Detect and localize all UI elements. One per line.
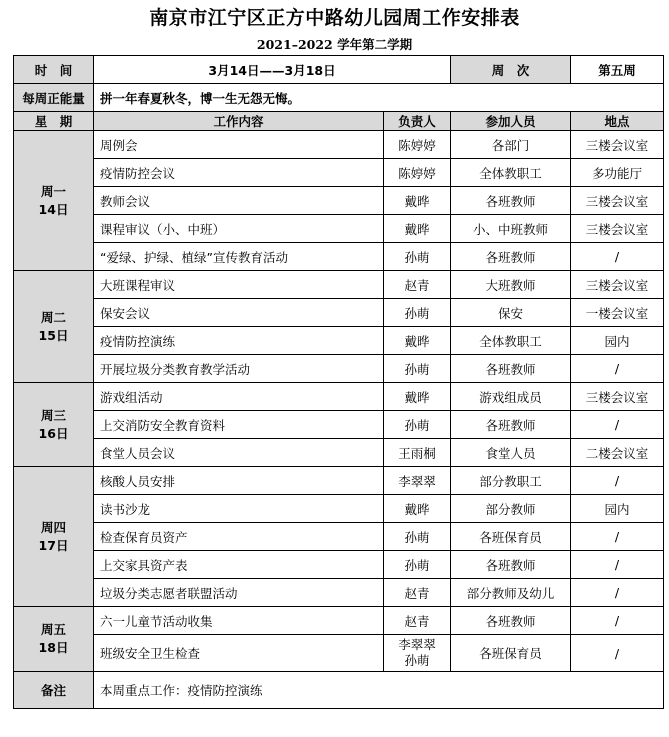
day-name: 周五 bbox=[40, 622, 66, 637]
schedule-row bbox=[14, 495, 664, 523]
place-cell: 三楼会议室 bbox=[571, 271, 664, 299]
participants-cell: 全体教职工 bbox=[451, 159, 571, 187]
place-cell: / bbox=[571, 607, 664, 635]
participants-cell: 各班教师 bbox=[451, 551, 571, 579]
place-cell: / bbox=[571, 523, 664, 551]
participants-cell: 大班教师 bbox=[451, 271, 571, 299]
participants-cell: 各班保育员 bbox=[451, 523, 571, 551]
page-title: 南京市江宁区正方中路幼儿园周工作安排表 bbox=[149, 7, 520, 29]
col-owner: 负责人 bbox=[384, 112, 451, 131]
place-cell: / bbox=[571, 411, 664, 439]
participants-cell: 各班教师 bbox=[451, 243, 571, 271]
work-content: 垃圾分类志愿者联盟活动 bbox=[94, 579, 384, 607]
schedule-row bbox=[14, 159, 664, 187]
day-cell bbox=[14, 607, 94, 672]
day-cell bbox=[14, 271, 94, 383]
col-participants: 参加人员 bbox=[451, 112, 571, 131]
owner-cell bbox=[384, 635, 451, 672]
note-label: 备注 bbox=[14, 672, 94, 709]
schedule-row bbox=[14, 271, 664, 299]
term-subtitle: 2021–2022 学年第二学期 bbox=[256, 37, 413, 52]
day-date: 18日 bbox=[38, 640, 69, 655]
owner-name: 孙萌 bbox=[404, 653, 430, 668]
owner-cell: 孙萌 bbox=[384, 411, 451, 439]
work-content: 班级安全卫生检查 bbox=[94, 635, 384, 672]
place-cell: 二楼会议室 bbox=[571, 439, 664, 467]
note-row bbox=[14, 672, 664, 709]
participants-cell: 各班教师 bbox=[451, 411, 571, 439]
schedule-row bbox=[14, 439, 664, 467]
owner-cell: 孙萌 bbox=[384, 355, 451, 383]
time-value: 3月14日——3月18日 bbox=[94, 56, 451, 84]
col-place: 地点 bbox=[571, 112, 664, 131]
day-cell bbox=[14, 131, 94, 271]
participants-cell: 各班教师 bbox=[451, 355, 571, 383]
work-content: 游戏组活动 bbox=[94, 383, 384, 411]
owner-cell: 赵青 bbox=[384, 607, 451, 635]
owner-cell: 陈婷婷 bbox=[384, 131, 451, 159]
schedule-body bbox=[14, 56, 664, 131]
participants-cell: 各班保育员 bbox=[451, 635, 571, 672]
work-content: 大班课程审议 bbox=[94, 271, 384, 299]
schedule-row bbox=[14, 635, 664, 672]
day-name: 周三 bbox=[40, 407, 66, 423]
day-date: 16日 bbox=[38, 425, 69, 441]
place-cell: 三楼会议室 bbox=[571, 215, 664, 243]
owner-cell: 孙萌 bbox=[384, 523, 451, 551]
note-body bbox=[14, 672, 664, 709]
participants-cell: 各班教师 bbox=[451, 607, 571, 635]
work-content: 核酸人员安排 bbox=[94, 467, 384, 495]
schedule-row bbox=[14, 355, 664, 383]
schedule-row bbox=[14, 523, 664, 551]
schedule-row bbox=[14, 187, 664, 215]
schedule-row bbox=[14, 327, 664, 355]
work-content: 课程审议（小、中班） bbox=[94, 215, 384, 243]
work-content: 检查保育员资产 bbox=[94, 523, 384, 551]
schedule-row bbox=[14, 299, 664, 327]
work-content: 开展垃圾分类教育教学活动 bbox=[94, 355, 384, 383]
day-date: 14日 bbox=[38, 201, 69, 217]
work-content: “爱绿、护绿、植绿”宣传教育活动 bbox=[94, 243, 384, 271]
day-cell bbox=[14, 467, 94, 607]
time-row bbox=[14, 56, 664, 84]
time-label: 时 间 bbox=[14, 56, 94, 84]
place-cell: 三楼会议室 bbox=[571, 131, 664, 159]
owner-cell: 孙萌 bbox=[384, 243, 451, 271]
place-cell: / bbox=[571, 579, 664, 607]
owner-cell: 李翠翠 bbox=[384, 467, 451, 495]
place-cell: / bbox=[571, 551, 664, 579]
place-cell: / bbox=[571, 467, 664, 495]
owner-cell: 赵青 bbox=[384, 271, 451, 299]
schedule-row bbox=[14, 607, 664, 635]
motto-row bbox=[14, 84, 664, 112]
participants-cell: 游戏组成员 bbox=[451, 383, 571, 411]
participants-cell: 部分教师 bbox=[451, 495, 571, 523]
schedule-row bbox=[14, 467, 664, 495]
participants-cell: 保安 bbox=[451, 299, 571, 327]
participants-cell: 部分教师及幼儿 bbox=[451, 579, 571, 607]
owner-cell: 孙萌 bbox=[384, 299, 451, 327]
motto-label: 每周正能量 bbox=[14, 84, 94, 112]
owner-cell: 王雨桐 bbox=[384, 439, 451, 467]
place-cell: 园内 bbox=[571, 495, 664, 523]
owner-cell: 戴晔 bbox=[384, 495, 451, 523]
work-content: 六一儿童节活动收集 bbox=[94, 607, 384, 635]
owner-cell: 戴晔 bbox=[384, 383, 451, 411]
schedule-row bbox=[14, 551, 664, 579]
work-content: 上交家具资产表 bbox=[94, 551, 384, 579]
col-content: 工作内容 bbox=[94, 112, 384, 131]
participants-cell: 食堂人员 bbox=[451, 439, 571, 467]
work-content: 疫情防控会议 bbox=[94, 159, 384, 187]
column-header-row bbox=[14, 112, 664, 131]
owner-cell: 戴晔 bbox=[384, 215, 451, 243]
week-value: 第五周 bbox=[571, 56, 664, 84]
schedule-row bbox=[14, 579, 664, 607]
work-content: 疫情防控演练 bbox=[94, 327, 384, 355]
work-content: 保安会议 bbox=[94, 299, 384, 327]
day-cell bbox=[14, 383, 94, 467]
note-text: 本周重点工作：疫情防控演练 bbox=[94, 672, 664, 709]
place-cell: / bbox=[571, 243, 664, 271]
participants-cell: 部分教职工 bbox=[451, 467, 571, 495]
schedule-table bbox=[13, 55, 664, 709]
work-content: 教师会议 bbox=[94, 187, 384, 215]
day-name: 周二 bbox=[40, 309, 66, 325]
participants-cell: 各部门 bbox=[451, 131, 571, 159]
schedule-row bbox=[14, 215, 664, 243]
owner-cell: 陈婷婷 bbox=[384, 159, 451, 187]
place-cell: 一楼会议室 bbox=[571, 299, 664, 327]
place-cell: 三楼会议室 bbox=[571, 383, 664, 411]
days-body bbox=[14, 131, 664, 672]
place-cell: 园内 bbox=[571, 327, 664, 355]
owner-cell: 戴晔 bbox=[384, 327, 451, 355]
schedule-row bbox=[14, 243, 664, 271]
motto-text: 拼一年春夏秋冬，博一生无怨无悔。 bbox=[94, 84, 664, 112]
col-day: 星 期 bbox=[14, 112, 94, 131]
place-cell: / bbox=[571, 355, 664, 383]
owner-cell: 戴晔 bbox=[384, 187, 451, 215]
schedule-row bbox=[14, 131, 664, 159]
participants-cell: 全体教职工 bbox=[451, 327, 571, 355]
work-content: 读书沙龙 bbox=[94, 495, 384, 523]
work-content: 上交消防安全教育资料 bbox=[94, 411, 384, 439]
participants-cell: 各班教师 bbox=[451, 187, 571, 215]
owner-cell: 赵青 bbox=[384, 579, 451, 607]
participants-cell: 小、中班教师 bbox=[451, 215, 571, 243]
schedule-row bbox=[14, 383, 664, 411]
day-name: 周四 bbox=[40, 519, 66, 535]
schedule-row bbox=[14, 411, 664, 439]
place-cell: / bbox=[571, 635, 664, 672]
week-label: 周 次 bbox=[451, 56, 571, 84]
day-date: 15日 bbox=[38, 327, 69, 343]
day-date: 17日 bbox=[38, 537, 69, 553]
work-content: 食堂人员会议 bbox=[94, 439, 384, 467]
place-cell: 多功能厅 bbox=[571, 159, 664, 187]
place-cell: 三楼会议室 bbox=[571, 187, 664, 215]
owner-name: 李翠翠 bbox=[398, 637, 436, 652]
work-content: 周例会 bbox=[94, 131, 384, 159]
owner-cell: 孙萌 bbox=[384, 551, 451, 579]
day-name: 周一 bbox=[40, 183, 66, 199]
